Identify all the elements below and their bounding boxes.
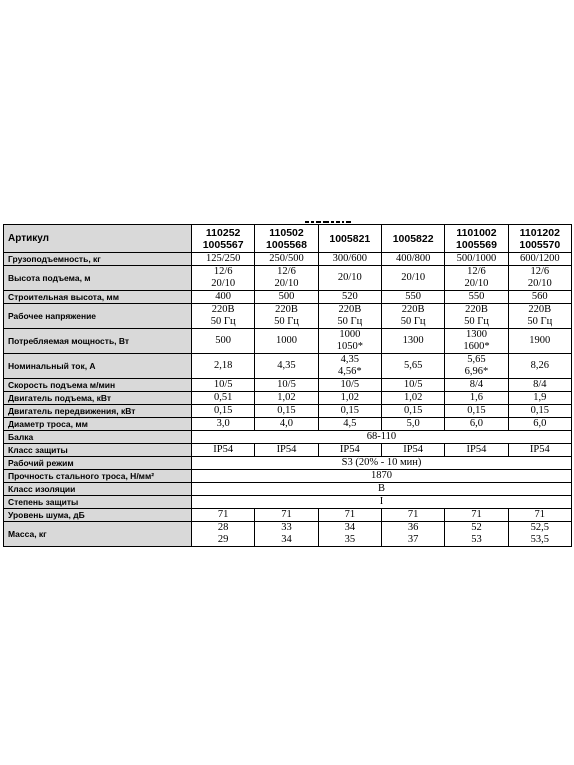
- value-text: 1000: [339, 329, 361, 340]
- value-text: 520: [341, 291, 358, 302]
- value-text: 10/5: [277, 379, 296, 390]
- value-cell: [508, 354, 571, 379]
- value-cell: [445, 444, 508, 457]
- value-cell: [318, 291, 381, 304]
- value-cell: [381, 392, 444, 405]
- value-text: 6,0: [533, 418, 547, 429]
- value-cell: [255, 522, 318, 547]
- value-text: 20/10: [527, 278, 552, 289]
- merged-value-cell: I: [192, 496, 572, 509]
- value-text: 71: [407, 509, 419, 520]
- row-label: Скорость подъема м/мин: [4, 379, 192, 392]
- table-row: [4, 457, 572, 470]
- value-text: 50 Гц: [210, 316, 236, 327]
- table-row: [4, 266, 572, 291]
- value-text: IP54: [403, 444, 424, 455]
- value-text: 125/250: [205, 253, 241, 264]
- value-text: 10/5: [403, 379, 423, 390]
- value-cell: [318, 379, 381, 392]
- value-cell: [508, 418, 571, 431]
- value-text: 0,51: [213, 392, 233, 403]
- value-text: IP54: [276, 444, 297, 455]
- value-cell: [255, 405, 318, 418]
- value-cell: [381, 266, 444, 291]
- value-cell: [255, 444, 318, 457]
- value-text: 53: [471, 534, 482, 545]
- value-cell: [192, 509, 255, 522]
- value-text: 4,56*: [338, 366, 362, 377]
- value-text: 220В: [211, 304, 235, 315]
- value-text: 12/6: [277, 266, 296, 277]
- row-label: Класс защиты: [4, 444, 192, 457]
- value-cell: [255, 418, 318, 431]
- value-text: 600/1200: [519, 253, 560, 264]
- value-text: 1300: [465, 329, 487, 340]
- value-cell: [508, 291, 571, 304]
- row-label: Диаметр троса, мм: [4, 418, 192, 431]
- value-cell: [508, 522, 571, 547]
- value-cell: [318, 418, 381, 431]
- value-text: 1,02: [340, 392, 359, 403]
- table-row: [4, 304, 572, 329]
- table-row: [4, 392, 572, 405]
- value-cell: [445, 418, 508, 431]
- value-cell: [445, 379, 508, 392]
- value-cell: [508, 329, 571, 354]
- value-cell: [381, 354, 444, 379]
- row-label: Масса, кг: [4, 522, 192, 547]
- value-cell: [192, 405, 255, 418]
- merged-value-cell: S3 (20% - 10 мин): [192, 457, 572, 470]
- value-cell: [192, 379, 255, 392]
- value-cell: [192, 354, 255, 379]
- value-text: 50 Гц: [337, 316, 363, 327]
- value-cell: [318, 266, 381, 291]
- row-label: Уровень шума, дБ: [4, 509, 192, 522]
- row-label: Прочность стального троса, Н/мм²: [4, 470, 192, 483]
- value-cell: [192, 392, 255, 405]
- value-cell: [255, 266, 318, 291]
- value-cell: [445, 522, 508, 547]
- value-cell: [508, 379, 571, 392]
- value-cell: [318, 522, 381, 547]
- value-text: IP54: [339, 444, 360, 455]
- value-text: 20/10: [337, 272, 362, 283]
- value-text: 400: [215, 291, 232, 302]
- value-text: 4,35: [277, 360, 296, 371]
- value-cell: [192, 291, 255, 304]
- value-cell: [445, 304, 508, 329]
- value-text: 8/4: [469, 379, 484, 390]
- value-text: 220В: [338, 304, 362, 315]
- value-text: 20/10: [274, 278, 299, 289]
- value-cell: [318, 444, 381, 457]
- value-text: 6,0: [469, 418, 484, 429]
- value-text: 36: [407, 522, 419, 533]
- table-row: [4, 329, 572, 354]
- value-text: 0,15: [340, 405, 359, 416]
- model-code: 1101002: [456, 226, 497, 239]
- value-cell: [381, 522, 444, 547]
- model-code: 1101202: [519, 226, 560, 239]
- value-text: IP54: [466, 444, 487, 455]
- model-code: 1005567: [202, 238, 244, 251]
- table-row: [4, 496, 572, 509]
- value-cell: [508, 304, 571, 329]
- value-text: 20/10: [464, 278, 489, 289]
- value-text: 4,35: [340, 354, 359, 365]
- value-text: 53,5: [530, 534, 549, 545]
- value-text: 0,15: [213, 405, 233, 416]
- header-label-cell: Артикул: [4, 225, 192, 253]
- value-text: 34: [344, 522, 356, 533]
- value-cell: [192, 418, 255, 431]
- value-text: 2,18: [213, 360, 233, 371]
- value-cell: [318, 354, 381, 379]
- table-row: [4, 379, 572, 392]
- value-text: 1000: [275, 335, 297, 346]
- value-cell: [508, 253, 571, 266]
- model-code: 110252: [205, 226, 241, 239]
- value-text: IP54: [213, 444, 234, 455]
- row-label: Двигатель подъема, кВт: [4, 392, 192, 405]
- value-text: 400/800: [395, 253, 431, 264]
- row-label: Грузоподъемность, кг: [4, 253, 192, 266]
- value-text: 12/6: [213, 266, 233, 277]
- model-code: 1005821: [329, 232, 371, 245]
- value-text: 50 Гц: [274, 316, 299, 327]
- value-text: 220В: [528, 304, 552, 315]
- model-header-cell: [192, 225, 255, 253]
- value-text: 10/5: [213, 379, 233, 390]
- table-row: [4, 291, 572, 304]
- table-header-row: [4, 225, 572, 253]
- model-header-cell: [318, 225, 381, 253]
- value-cell: [192, 266, 255, 291]
- value-text: 71: [471, 509, 482, 520]
- value-cell: [255, 253, 318, 266]
- value-text: 33: [281, 522, 292, 533]
- value-text: 20/10: [401, 272, 426, 283]
- value-text: 1,02: [403, 392, 423, 403]
- row-label: Балка: [4, 431, 192, 444]
- value-cell: [381, 379, 444, 392]
- value-cell: [318, 405, 381, 418]
- value-text: 1,02: [277, 392, 296, 403]
- model-code: 1005568: [266, 238, 307, 251]
- value-text: 0,15: [403, 405, 423, 416]
- value-text: 0,15: [467, 405, 486, 416]
- table-row: [4, 509, 572, 522]
- value-text: 300/600: [332, 253, 368, 264]
- row-label: Степень защиты: [4, 496, 192, 509]
- value-text: 71: [281, 509, 292, 520]
- value-text: IP54: [529, 444, 550, 455]
- value-text: 50 Гц: [527, 316, 553, 327]
- value-text: 3,0: [216, 418, 230, 429]
- value-cell: [445, 266, 508, 291]
- model-code: 1005569: [456, 238, 497, 251]
- value-cell: [192, 444, 255, 457]
- value-cell: [445, 329, 508, 354]
- value-text: 52,5: [530, 522, 549, 533]
- value-cell: [445, 253, 508, 266]
- value-text: 220В: [401, 304, 425, 315]
- row-label: Рабочее напряжение: [4, 304, 192, 329]
- value-text: 1300: [402, 335, 424, 346]
- value-cell: [255, 354, 318, 379]
- model-code: 1005822: [392, 232, 434, 245]
- value-text: 8,26: [530, 360, 549, 371]
- value-text: 0,15: [277, 405, 296, 416]
- value-text: 50 Гц: [400, 316, 426, 327]
- table-row: [4, 418, 572, 431]
- value-cell: [255, 509, 318, 522]
- value-cell: [381, 405, 444, 418]
- value-cell: [508, 509, 571, 522]
- row-label: Класс изоляции: [4, 483, 192, 496]
- value-text: 4,5: [343, 418, 357, 429]
- value-cell: [255, 291, 318, 304]
- model-header-cell: [508, 225, 571, 253]
- row-label: Рабочий режим: [4, 457, 192, 470]
- value-text: 1050*: [336, 341, 363, 352]
- table-row: [4, 354, 572, 379]
- merged-value-cell: B: [192, 483, 572, 496]
- row-label: Высота подъема, м: [4, 266, 192, 291]
- value-text: 5,65: [403, 360, 423, 371]
- value-cell: [381, 253, 444, 266]
- value-cell: [255, 329, 318, 354]
- value-text: 1900: [529, 335, 551, 346]
- row-label: Потребляемая мощность, Вт: [4, 329, 192, 354]
- value-text: 20/10: [211, 278, 236, 289]
- cropped-text-fragment: [305, 221, 365, 223]
- merged-value-cell: 1870: [192, 470, 572, 483]
- value-cell: [381, 509, 444, 522]
- value-text: 220В: [465, 304, 488, 315]
- model-header-cell: [255, 225, 318, 253]
- value-cell: [508, 444, 571, 457]
- value-text: 71: [217, 509, 229, 520]
- merged-value-cell: 68-110: [192, 431, 572, 444]
- model-header-cell: [381, 225, 444, 253]
- value-cell: [318, 509, 381, 522]
- value-cell: [318, 253, 381, 266]
- table-row: [4, 431, 572, 444]
- value-cell: [381, 329, 444, 354]
- value-cell: [508, 405, 571, 418]
- value-text: 550: [405, 291, 422, 302]
- table-row: [4, 522, 572, 547]
- model-code: 110502: [269, 226, 304, 239]
- value-text: 10/5: [340, 379, 360, 390]
- value-text: 12/6: [467, 266, 486, 277]
- value-cell: [381, 304, 444, 329]
- table-row: [4, 405, 572, 418]
- value-cell: [381, 444, 444, 457]
- value-text: 1600*: [463, 341, 490, 352]
- value-cell: [381, 291, 444, 304]
- value-text: 8/4: [533, 379, 547, 390]
- value-text: 28: [217, 522, 229, 533]
- value-text: 550: [468, 291, 485, 302]
- value-text: 37: [407, 534, 419, 545]
- value-text: 52: [471, 522, 482, 533]
- value-cell: [445, 354, 508, 379]
- value-text: 29: [217, 534, 229, 545]
- row-label: Номинальный ток, А: [4, 354, 192, 379]
- value-cell: [255, 392, 318, 405]
- value-text: 12/6: [530, 266, 550, 277]
- value-text: 250/500: [269, 253, 304, 264]
- row-label: Строительная высота, мм: [4, 291, 192, 304]
- model-header-cell: [445, 225, 508, 253]
- value-text: 500: [215, 335, 232, 346]
- value-text: 220В: [275, 304, 298, 315]
- value-text: 5,65: [467, 354, 486, 365]
- table-row: [4, 444, 572, 457]
- value-cell: [445, 405, 508, 418]
- value-cell: [318, 304, 381, 329]
- value-cell: [318, 392, 381, 405]
- table-row: [4, 470, 572, 483]
- row-label: Двигатель передвижения, кВт: [4, 405, 192, 418]
- value-text: 5,0: [406, 418, 420, 429]
- value-text: 71: [344, 509, 356, 520]
- value-cell: [192, 522, 255, 547]
- value-cell: [192, 329, 255, 354]
- value-cell: [318, 329, 381, 354]
- value-text: 500/1000: [456, 253, 497, 264]
- value-text: 0,15: [530, 405, 549, 416]
- table-row: [4, 253, 572, 266]
- value-text: 34: [281, 534, 292, 545]
- value-text: 1,9: [533, 392, 547, 403]
- value-text: 71: [534, 509, 546, 520]
- specification-table: [3, 224, 572, 547]
- model-code: 1005570: [519, 238, 561, 251]
- value-text: 4,0: [279, 418, 294, 429]
- value-text: 1,6: [469, 392, 484, 403]
- value-text: 50 Гц: [464, 316, 489, 327]
- value-text: 6,96*: [464, 366, 489, 377]
- value-cell: [255, 379, 318, 392]
- value-cell: [445, 291, 508, 304]
- value-cell: [381, 418, 444, 431]
- value-cell: [445, 509, 508, 522]
- value-text: 35: [344, 534, 356, 545]
- value-cell: [192, 253, 255, 266]
- value-text: 500: [278, 291, 295, 302]
- value-cell: [508, 392, 571, 405]
- value-cell: [255, 304, 318, 329]
- value-cell: [508, 266, 571, 291]
- value-text: 560: [531, 291, 548, 302]
- value-cell: [192, 304, 255, 329]
- table-row: [4, 483, 572, 496]
- value-cell: [445, 392, 508, 405]
